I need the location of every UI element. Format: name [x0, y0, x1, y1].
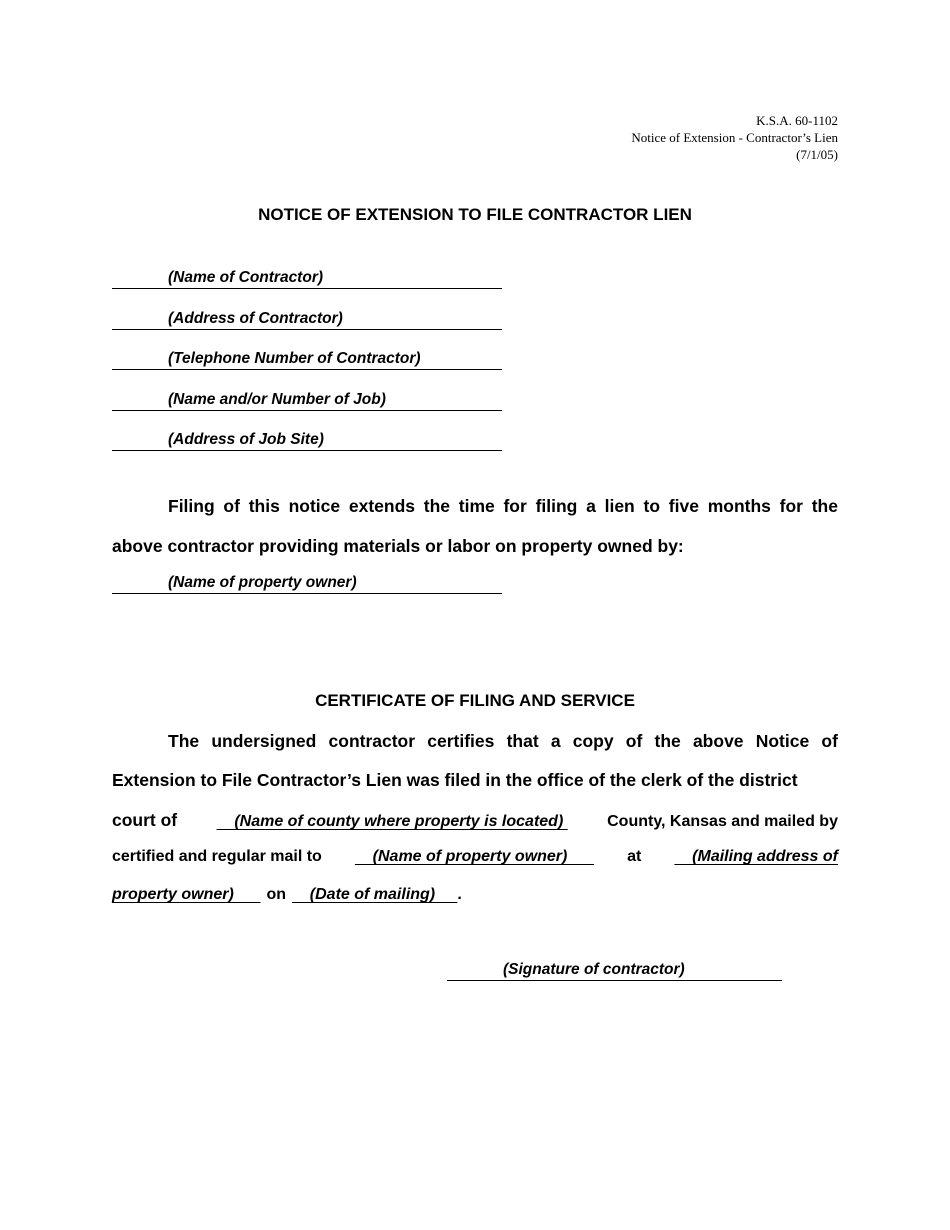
notice-word: for [779, 496, 803, 516]
contractor-phone-field[interactable] [112, 352, 502, 370]
notice-word: the [811, 496, 838, 516]
signature-line[interactable] [447, 963, 782, 981]
notice-word: filing [535, 496, 578, 516]
job-name-label: (Name and/or Number of Job) [168, 391, 386, 408]
notice-word: a [586, 496, 596, 516]
property-owner-label: (Name of property owner) [168, 574, 357, 591]
notice-paragraph-line-2: above contractor providing materials or labor on property owned by: [112, 536, 684, 556]
property-owner-field[interactable] [112, 576, 502, 594]
contractor-phone-label: (Telephone Number of Contractor) [168, 350, 421, 367]
job-name-field[interactable] [112, 393, 502, 411]
notice-word: the [423, 496, 450, 516]
certificate-word: contractor [328, 731, 416, 751]
certificate-line-3 [112, 810, 838, 831]
county-blank[interactable]: (Name of county where property is located) [216, 813, 568, 830]
on-text: on [266, 886, 287, 903]
certified-mail-text: certified and regular mail to [112, 848, 322, 865]
certificate-word: Notice [755, 731, 810, 751]
court-of-text: court of [112, 810, 178, 830]
certificate-word: of [821, 731, 838, 751]
form-reference [631, 112, 838, 163]
certificate-word: above [692, 731, 744, 751]
mailing-address-blank-start[interactable]: (Mailing address of [674, 848, 838, 865]
at-text: at [627, 848, 642, 865]
certificate-line-5 [112, 886, 838, 904]
contractor-name-field[interactable] [112, 271, 502, 289]
notice-word: to [643, 496, 661, 516]
county-kansas-text: County, Kansas and mailed by [607, 813, 838, 830]
notice-word: extends [348, 496, 415, 516]
certificate-word: of [625, 731, 643, 751]
certificate-title: CERTIFICATE OF FILING AND SERVICE [315, 691, 635, 710]
certificate-word: The [168, 731, 200, 751]
notice-paragraph-line-1 [168, 496, 838, 517]
notice-word: this [248, 496, 280, 516]
notice-word: months [707, 496, 771, 516]
notice-word: for [503, 496, 527, 516]
certificate-word: copy [572, 731, 614, 751]
certificate-word: certifies [427, 731, 495, 751]
contractor-name-label: (Name of Contractor) [168, 269, 324, 286]
job-site-label: (Address of Job Site) [168, 431, 324, 448]
owner-name-blank[interactable]: (Name of property owner) [354, 848, 595, 865]
revision-date: (7/1/05) [796, 147, 838, 162]
document-title: NOTICE OF EXTENSION TO FILE CONTRACTOR LIEN [258, 205, 692, 224]
certificate-line-1 [168, 731, 838, 752]
certificate-line-4 [112, 848, 838, 866]
mailing-address-blank-end[interactable]: property owner) [112, 886, 261, 903]
certificate-line-2 [112, 770, 838, 791]
certificate-word: the [654, 731, 681, 751]
statute-reference: K.S.A. 60-1102 [756, 113, 838, 128]
period-text: . [457, 886, 462, 903]
notice-word: time [458, 496, 495, 516]
contractor-address-field[interactable] [112, 312, 502, 330]
signature-label: (Signature of contractor) [503, 961, 685, 978]
form-name: Notice of Extension - Contractor’s Lien [631, 130, 838, 145]
notice-word: of [223, 496, 240, 516]
certificate-line-2-text: Extension to File Contractor’s Lien was filed in the office of the clerk of the district [112, 770, 798, 790]
date-of-mailing-blank[interactable]: (Date of mailing) [292, 886, 458, 903]
certificate-word: undersigned [211, 731, 317, 751]
certificate-word: a [550, 731, 561, 751]
contractor-address-label: (Address of Contractor) [168, 310, 343, 327]
certificate-word: that [506, 731, 539, 751]
notice-word: notice [288, 496, 341, 516]
notice-word: Filing [168, 496, 215, 516]
notice-word: five [668, 496, 699, 516]
notice-word: lien [604, 496, 635, 516]
job-site-field[interactable] [112, 433, 502, 451]
